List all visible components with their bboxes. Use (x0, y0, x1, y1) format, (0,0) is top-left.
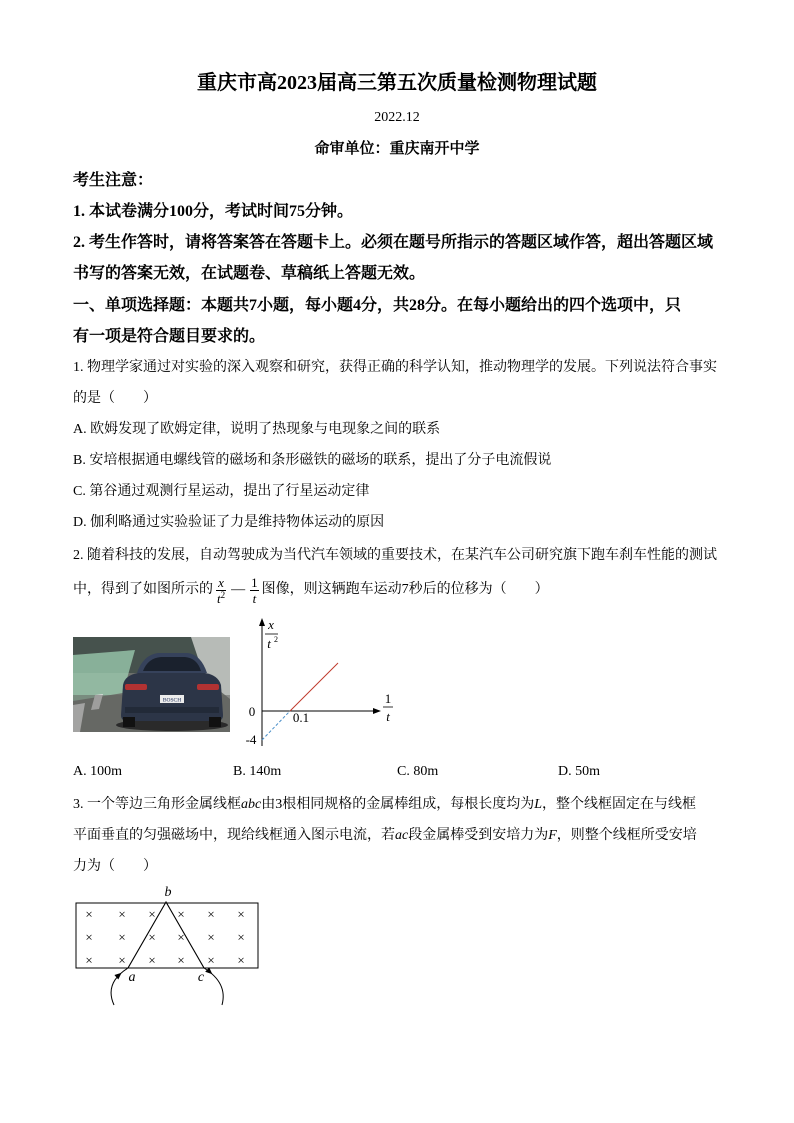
car-tail-light-left (125, 684, 147, 690)
y-axis-label-denominator: t (267, 636, 271, 651)
vertex-b-label: b (164, 885, 172, 900)
field-cross: × (118, 952, 126, 968)
car-wheel-left (123, 717, 135, 727)
q1-stem-line-2: 的是（ ） (73, 391, 157, 406)
q3-var-f: F (548, 828, 557, 843)
field-cross: × (148, 952, 156, 968)
y-axis-label-numerator: x (268, 617, 274, 632)
y-axis-arrow (259, 618, 265, 626)
license-plate-text: BOSCH (162, 697, 182, 704)
q3-stem-line-2 (73, 826, 697, 846)
q2-option-b: B. 140m (233, 764, 282, 779)
field-cross: × (177, 906, 185, 922)
field-cross: × (207, 929, 215, 945)
section-heading-line-2: 有一项是符合题目要求的。 (73, 328, 266, 345)
triangle-frame (128, 902, 204, 968)
fraction-den-base: t (217, 590, 221, 606)
exam-unit: 命审单位：重庆南开中学 (314, 141, 480, 157)
x-axis-label-numerator: 1 (384, 691, 392, 706)
q1-stem-line-1: 1. 物理学家通过对实验的深入观察和研究，获得正确的科学认知，推动物理学的发展。下列说法符合事实 (73, 360, 717, 375)
q3-stem-line-1 (73, 795, 696, 815)
q2-option-c: C. 80m (397, 764, 439, 779)
current-out-wire (204, 968, 223, 1005)
field-cross: × (237, 929, 245, 945)
fraction-one-over-t (250, 575, 259, 606)
fraction-denominator: t (252, 590, 257, 606)
field-cross: × (148, 906, 156, 922)
y-axis-label-exponent: 2 (274, 635, 278, 644)
x-axis-label-denominator: t (386, 709, 390, 724)
field-crosses (85, 907, 244, 968)
graph-line (290, 663, 338, 711)
page-title: 重庆市高2023届高三第五次质量检测物理试题 (197, 72, 597, 94)
q1-option-d: D. 伽利略通过实验验证了力是维持物体运动的原因 (73, 515, 385, 530)
car-bumper (125, 707, 219, 713)
q3-text: 段金属棒受到安培力为 (408, 828, 549, 843)
q3-text: 由3根相同规格的金属棒组成，每根长度均为 (261, 797, 535, 812)
field-cross: × (207, 952, 215, 968)
field-cross: × (207, 906, 215, 922)
q3-var-abc: abc (241, 797, 262, 812)
notice-heading: 考生注意： (73, 172, 154, 189)
field-cross: × (85, 906, 93, 922)
field-cross: × (85, 929, 93, 945)
q2-stem-line-1: 2. 随着科技的发展，自动驾驶成为当代汽车领域的重要技术，在某汽车公司研究旗下跑车刹车性能的测试 (73, 548, 717, 563)
minus-sign: — (231, 582, 246, 597)
fraction-den-exponent: 2 (220, 589, 226, 600)
fraction-denominator (216, 591, 226, 606)
field-cross: × (237, 906, 245, 922)
origin-label: 0 (248, 704, 256, 719)
q2-graph (240, 615, 400, 750)
car-wheel-right (209, 717, 221, 727)
fraction-x-over-t-squared (216, 575, 226, 606)
section-heading-line-1: 一、单项选择题：本题共7小题，每小题4分，共28分。在每小题给出的四个选项中，只 (73, 297, 682, 314)
q3-stem-line-3: 力为（ ） (73, 859, 157, 874)
q1-option-c: C. 第谷通过观测行星运动，提出了行星运动定律 (73, 484, 370, 499)
notice-line-3: 书写的答案无效，在试题卷、草稿纸上答题无效。 (73, 265, 426, 282)
exam-date: 2022.12 (374, 110, 420, 125)
q2-option-d: D. 50m (558, 764, 600, 779)
q2-option-a: A. 100m (73, 764, 122, 779)
field-cross: × (118, 929, 126, 945)
q1-option-b: B. 安培根据通电螺线管的磁场和条形磁铁的磁场的联系，提出了分子电流假说 (73, 453, 552, 468)
y-intercept-label: -4 (245, 732, 257, 747)
notice-line-2: 2. 考生作答时，请将答案答在答题卡上。必须在题号所指示的答题区域作答，超出答题区域 (73, 234, 714, 251)
fraction-numerator: 1 (251, 574, 258, 590)
field-cross: × (85, 952, 93, 968)
q1-option-a: A. 欧姆发现了欧姆定律，说明了热现象与电现象之间的联系 (73, 422, 441, 437)
q3-text: ，整个线框固定在与线框 (542, 797, 697, 812)
graph-extension-dashed (262, 711, 290, 740)
q3-text: ，则整个线框所受安培 (556, 828, 697, 843)
q2-stem-text-before: 中，得到了如图所示的 (73, 582, 213, 597)
q3-var-l: L (534, 797, 543, 812)
x-intercept-label: 0.1 (292, 710, 310, 725)
field-cross: × (148, 929, 156, 945)
q2-stem-text-after: 图像，则这辆跑车运动7秒后的位移为（ ） (261, 582, 549, 597)
field-cross: × (237, 952, 245, 968)
q3-text: 平面垂直的匀强磁场中，现给线框通入图示电流，若 (73, 828, 395, 843)
car-tail-light-right (197, 684, 219, 690)
x-axis-arrow (373, 708, 381, 714)
vertex-a-label: a (128, 970, 136, 985)
q3-var-ac: ac (395, 828, 409, 843)
notice-line-1: 1. 本试卷满分100分，考试时间75分钟。 (73, 203, 354, 220)
vertex-c-label: c (197, 970, 205, 985)
q3-text: 3. 一个等边三角形金属线框 (73, 797, 241, 812)
fraction-numerator: x (216, 575, 226, 591)
q2-stem-line-2 (73, 571, 549, 609)
q2-car-photo (73, 637, 230, 732)
field-cross: × (118, 906, 126, 922)
field-cross: × (177, 929, 185, 945)
field-cross: × (177, 952, 185, 968)
q3-figure (70, 885, 265, 1010)
magnetic-field-region (76, 903, 258, 968)
